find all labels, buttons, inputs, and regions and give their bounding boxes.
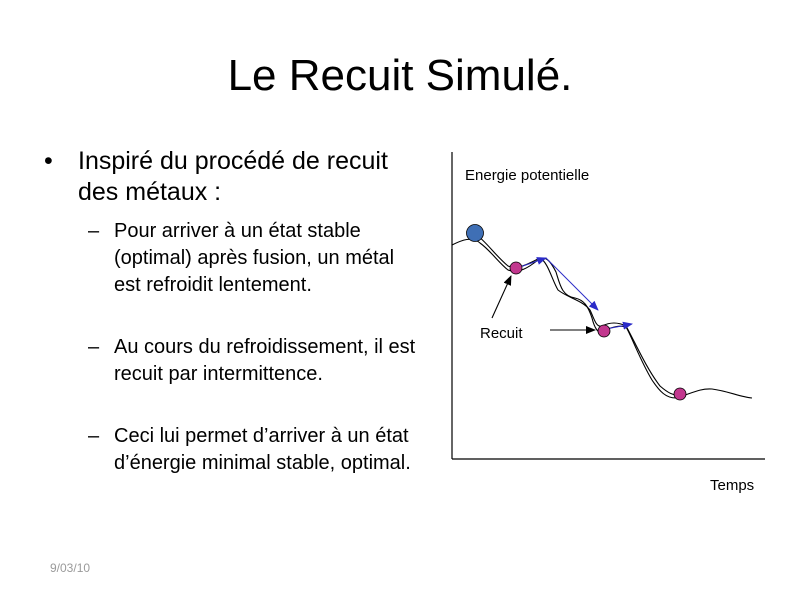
ball: [598, 325, 610, 337]
footer-date: 9/03/10: [50, 561, 91, 575]
ball: [510, 262, 522, 274]
jump-arrow: [520, 258, 546, 267]
sub-bullet-text: Ceci lui permet d’arriver à un état d’énergie minimal stable, optimal.: [114, 425, 411, 474]
jump-arrow: [606, 324, 632, 329]
energy-curve: [452, 239, 752, 398]
dash-marker: –: [88, 425, 100, 447]
ball: [674, 388, 686, 400]
sub-bullet-text: Au cours du refroidissement, il est recuit par intermittence.: [114, 336, 416, 385]
sub-bullet-text: Pour arriver à un état stable (optimal) après fusion, un métal est refroidit lentement.: [114, 220, 395, 296]
main-bullet-text: Inspiré du procédé de recuit des métaux :: [78, 147, 388, 206]
x-axis-label: Temps: [710, 477, 755, 494]
slide-title: Le Recuit Simulé.: [227, 51, 573, 100]
ball-path-curve: [478, 236, 680, 395]
dash-marker: –: [88, 336, 100, 358]
start-ball: [467, 225, 484, 242]
jump-arrow: [546, 258, 598, 310]
recuit-pointer-arrow: [492, 276, 511, 318]
y-axis-label: Energie potentielle: [465, 167, 590, 184]
dash-marker: –: [88, 220, 100, 242]
bullet-marker: •: [44, 147, 53, 175]
annotation-label: Recuit: [480, 325, 523, 342]
